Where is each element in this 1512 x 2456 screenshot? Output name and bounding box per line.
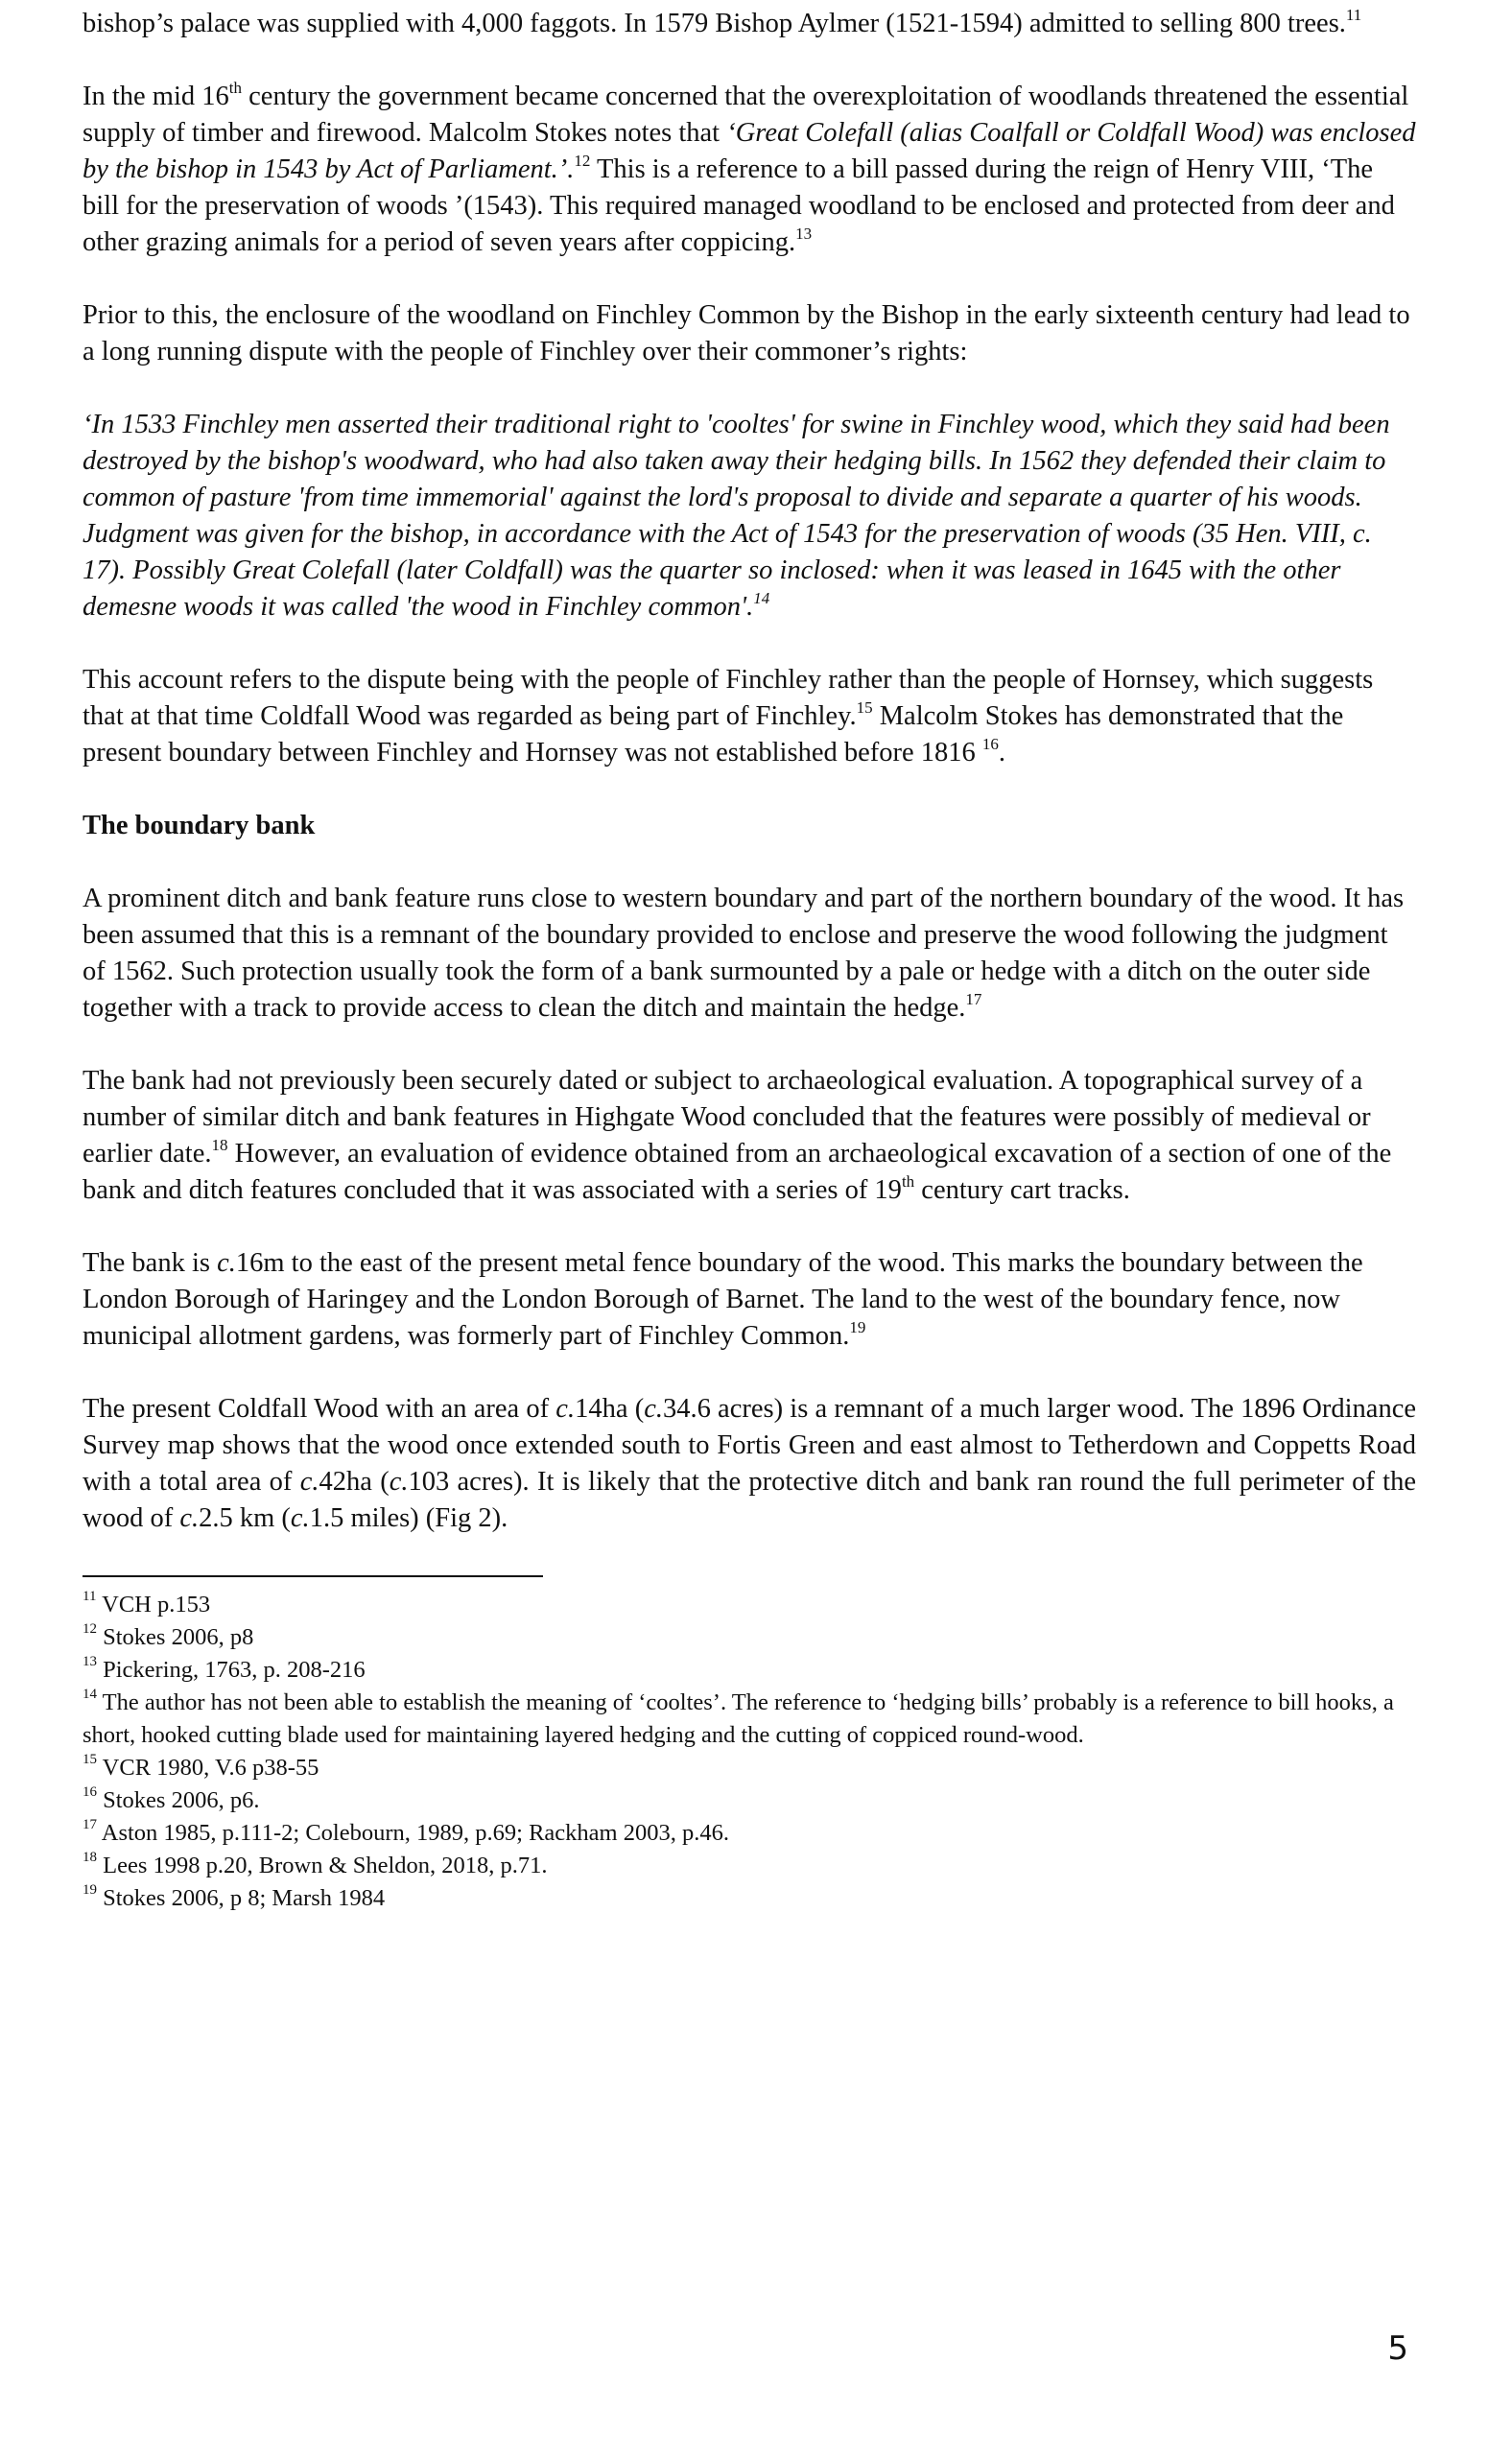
section-heading: The boundary bank xyxy=(83,811,316,840)
footnote xyxy=(83,1752,1416,1784)
footnote-text: Lees 1998 p.20, Brown & Sheldon, 2018, p.71. xyxy=(97,1853,548,1878)
footnote-number: 18 xyxy=(83,1849,97,1865)
paragraph-enclosure-dispute xyxy=(83,297,1416,370)
paragraph-text: The bank had not previously been securely dated or subject to archaeological evaluation. A topographical survey of a number of similar ditch and bank features in Highgate Wood concluded that the features were possibly of medieval or earlier date. xyxy=(83,1066,1371,1169)
footnote xyxy=(83,1654,1416,1687)
footnote xyxy=(83,1621,1416,1654)
footnote-ref[interactable]: 14 xyxy=(753,588,770,607)
footnote-ref[interactable]: 13 xyxy=(795,224,813,243)
footnote-number: 13 xyxy=(83,1653,97,1669)
footnote-ref[interactable]: 18 xyxy=(211,1135,228,1154)
footnote-number: 16 xyxy=(83,1783,97,1800)
paragraph-text: 16m to the east of the present metal fence boundary of the wood. This marks the boundary between the London Borough of Haringey and the London Borough of Barnet. The land to the west of the boundary fence, now municipal allotment gardens, was formerly part of Finchley Common. xyxy=(83,1248,1363,1351)
paragraph-overexploitation xyxy=(83,79,1416,261)
circa-abbrev: c. xyxy=(555,1394,576,1424)
paragraph-text: century the government became concerned that the overexploitation of woodlands threatened the essential supply of timber and firewood. Malcolm Stokes notes that xyxy=(83,82,1409,148)
ordinal-suffix: th xyxy=(228,78,243,97)
paragraph-finchley-account xyxy=(83,662,1416,771)
paragraph-text: 34.6 acres) is a remnant of a much larger wood. The 1896 Ordinance Survey map shows that the wood once extended south to Fortis Green and east almost to Tetherdown and Coppetts Road with a total area of xyxy=(83,1394,1417,1497)
paragraph-text: 1.5 miles) (Fig 2). xyxy=(309,1503,508,1533)
circa-abbrev: c. xyxy=(389,1467,409,1497)
paragraph-text: Malcolm Stokes has demonstrated that the present boundary between Finchley and Hornsey was not established before 1816 xyxy=(83,701,1344,768)
paragraph-text: 103 acres). It is likely that the protective ditch and bank ran round the full perimeter of the wood of xyxy=(83,1467,1416,1533)
paragraph-dating xyxy=(83,1063,1416,1209)
footnote-ref[interactable]: 17 xyxy=(965,989,982,1008)
paragraph-text: . xyxy=(998,738,1005,768)
footnote-ref[interactable]: 19 xyxy=(849,1317,866,1336)
footnote-number: 17 xyxy=(83,1816,97,1832)
paragraph-bank-location xyxy=(83,1245,1416,1355)
paragraph-present-wood xyxy=(83,1391,1416,1537)
footnote-text: Pickering, 1763, p. 208-216 xyxy=(97,1657,366,1683)
footnote xyxy=(83,1687,1416,1752)
paragraph-text: Prior to this, the enclosure of the woodland on Finchley Common by the Bishop in the early sixteenth century had lead to a long running dispute with the people of Finchley over their commoner’s rights: xyxy=(83,300,1410,366)
paragraph-text: In the mid 16 xyxy=(83,82,229,111)
footnote-ref[interactable]: 16 xyxy=(981,734,999,753)
footnote xyxy=(83,1784,1416,1817)
footnote-number: 19 xyxy=(83,1881,97,1898)
footnote-text: VCH p.153 xyxy=(96,1592,211,1618)
footnote-text: Stokes 2006, p 8; Marsh 1984 xyxy=(97,1885,386,1911)
paragraph-text: century cart tracks. xyxy=(914,1175,1130,1205)
footnote-text: Aston 1985, p.111-2; Colebourn, 1989, p.69; Rackham 2003, p.46. xyxy=(97,1820,729,1846)
paragraph-text: 42ha ( xyxy=(319,1467,390,1497)
circa-abbrev: c. xyxy=(290,1503,310,1533)
footnote xyxy=(83,1589,1416,1621)
footnote xyxy=(83,1817,1416,1850)
circa-abbrev: c. xyxy=(217,1248,236,1278)
footnote xyxy=(83,1882,1416,1915)
footnote-text: Stokes 2006, p6. xyxy=(97,1787,260,1813)
paragraph-text: The present Coldfall Wood with an area of xyxy=(83,1394,556,1424)
paragraph-text: 2.5 km ( xyxy=(199,1503,291,1533)
quotation-text: ‘In 1533 Finchley men asserted their traditional right to 'cooltes' for swine in Finchley wood, which they said had been destroyed by the bishop's woodward, who had also taken away their hedging bills. In 1562 they defended their claim to common of pasture 'from time immemorial' against the lord's proposal to divide and separate a quarter of his woods. Judgment was given for the bishop, in accordance with the Act of 1543 for the preservation of woods (35 Hen. VIII, c. 17). Possibly Great Colefall (later Coldfall) was the quarter so inclosed: when it was leased in 1645 with the other demesne woods it was called 'the wood in Finchley common'. xyxy=(83,410,1390,622)
paragraph-text: The bank is xyxy=(83,1248,218,1278)
paragraph-text: However, an evaluation of evidence obtained from an archaeological excavation of a section of one of the bank and ditch features concluded that it was associated with a series of 19 xyxy=(83,1139,1392,1205)
page-number: 5 xyxy=(1387,2329,1408,2368)
paragraph-text: This is a reference to a bill passed during the reign of Henry VIII, ‘The bill for the preservation of woods ’(1543). This required managed woodland to be enclosed and protected from deer and other grazing animals for a period of seven years after coppicing. xyxy=(83,154,1395,257)
block-quotation xyxy=(83,407,1416,626)
ordinal-suffix: th xyxy=(901,1171,915,1191)
circa-abbrev: c. xyxy=(179,1503,200,1533)
paragraph-text: bishop’s palace was supplied with 4,000 faggots. In 1579 Bishop Aylmer (1521-1594) admitted to selling 800 trees. xyxy=(83,9,1346,38)
footnote-ref[interactable]: 12 xyxy=(574,151,591,170)
footnote-text: The author has not been able to establish the meaning of ‘cooltes’. The reference to ‘hedging bills’ probably is a reference to bill hooks, a short, hooked cutting blade used for maintaining layered hedging and the cutting of coppiced round-wood. xyxy=(83,1689,1394,1748)
footnote-text: VCR 1980, V.6 p38-55 xyxy=(97,1755,319,1781)
circa-abbrev: c. xyxy=(644,1394,663,1424)
stokes-quotation: ‘Great Colefall (alias Coalfall or Coldfall Wood) was enclosed by the bishop in 1543 by Act of Parliament.’. xyxy=(83,118,1416,184)
paragraph-bishops-palace xyxy=(83,6,1416,42)
footnote xyxy=(83,1850,1416,1882)
footnote-number: 11 xyxy=(83,1588,97,1604)
paragraph-text: A prominent ditch and bank feature runs close to western boundary and part of the northern boundary of the wood. It has been assumed that this is a remnant of the boundary provided to enclose and preserve the wood following the judgment of 1562. Such protection usually took the form of a bank surmounted by a pale or hedge with a ditch on the outer side together with a track to provide access to clean the ditch and maintain the hedge. xyxy=(83,884,1405,1023)
footnote-separator xyxy=(83,1575,543,1577)
paragraph-text: 14ha ( xyxy=(575,1394,645,1424)
footnote-number: 12 xyxy=(83,1620,97,1637)
footnotes-list xyxy=(83,1589,1416,1915)
footnote-number: 14 xyxy=(83,1686,97,1702)
circa-abbrev: c. xyxy=(299,1467,319,1497)
footnote-ref[interactable]: 11 xyxy=(1345,5,1362,24)
paragraph-text: This account refers to the dispute being with the people of Finchley rather than the people of Hornsey, which suggests that at that time Coldfall Wood was regarded as being part of Finchley. xyxy=(83,665,1374,731)
footnote-number: 15 xyxy=(83,1751,97,1767)
footnote-text: Stokes 2006, p8 xyxy=(97,1624,254,1650)
footnote-ref[interactable]: 15 xyxy=(856,697,873,717)
paragraph-ditch-bank xyxy=(83,881,1416,1027)
document-page xyxy=(83,6,1416,1915)
